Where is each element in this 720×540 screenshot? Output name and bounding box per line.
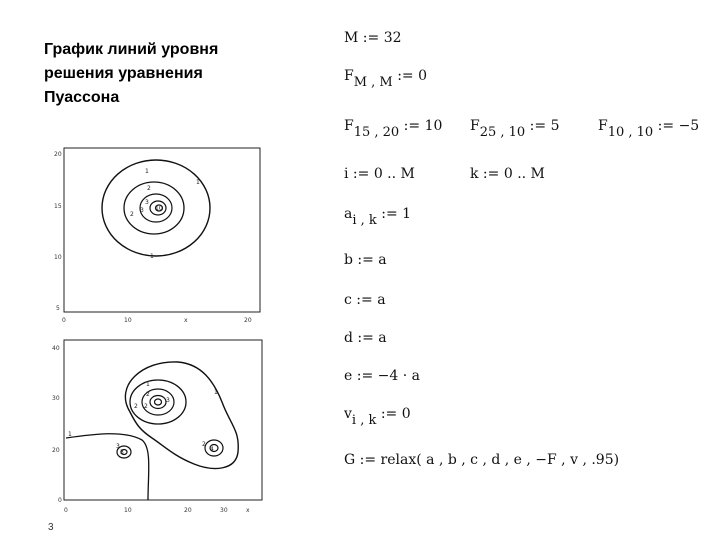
a-subscript: i , k (352, 213, 377, 228)
a-definition (344, 206, 411, 228)
page-number: 3 (48, 522, 54, 533)
x-tick-label: x (184, 317, 188, 324)
f-mm-definition (344, 68, 427, 90)
m-value: 32 (383, 30, 402, 46)
slide-title (44, 38, 284, 110)
title-line-2: решения уравнения (44, 65, 203, 82)
f-value: 10 (424, 118, 443, 134)
y-tick-label: 0 (58, 497, 62, 504)
f-value: 5 (550, 118, 560, 134)
m-name: M (344, 30, 359, 46)
x-tick-label: 10 (124, 507, 132, 514)
x-tick-label: 10 (124, 317, 132, 324)
x-tick-label: 20 (184, 507, 192, 514)
f-subscript: 25 , 10 (479, 125, 526, 140)
f-subscript: 15 , 20 (353, 125, 400, 140)
f-name: F (344, 68, 354, 84)
d-definition: d := a (344, 330, 387, 346)
contour-plot-2-svg (44, 334, 270, 520)
e-definition: e := −4 · a (344, 368, 420, 384)
contour-label: 2 (144, 403, 148, 410)
contour-label: 4 (210, 446, 214, 453)
contour-label: 1 (145, 168, 149, 175)
contour-label: 2 (202, 441, 206, 448)
v-subscript: i , k (351, 413, 377, 428)
contour-line (150, 396, 166, 409)
y-tick-label: 20 (52, 447, 60, 454)
title-line-3: Пуассона (44, 89, 120, 106)
a-value: 1 (402, 206, 412, 222)
y-tick-label: 15 (54, 203, 62, 210)
y-tick-label: 40 (52, 345, 60, 352)
contour-line (124, 182, 184, 234)
f-name: F (470, 118, 480, 134)
x-tick-label: 0 (62, 317, 66, 324)
contour-label: 3 (145, 199, 149, 206)
contour-label: 2 (147, 185, 151, 192)
f-subscript: M , M (353, 75, 393, 90)
k-range-definition: k := 0 .. M (470, 166, 545, 182)
f-value: 0 (418, 68, 428, 84)
contour-label: 3 (120, 449, 124, 456)
contour-label: 3 (140, 207, 144, 214)
b-definition: b := a (344, 252, 387, 268)
x-tick-label: 0 (64, 507, 68, 514)
assign-op: := (403, 118, 421, 134)
contour-label: 3 (116, 443, 120, 450)
contour-label: 1 (150, 253, 154, 260)
f-15-20-definition (344, 118, 442, 140)
y-tick-label: 30 (52, 395, 60, 402)
contour-label: 2 (134, 403, 138, 410)
a-name: a (344, 206, 353, 222)
v-definition (344, 406, 411, 428)
v-name: v (344, 406, 352, 422)
f-value: −5 (678, 118, 700, 134)
f-25-10-definition (470, 118, 559, 140)
contour-plot-1 (44, 144, 266, 330)
contour-label: 1 (196, 179, 200, 186)
y-tick-label: 10 (54, 254, 62, 261)
assign-op: := (397, 68, 414, 84)
contour-label: 1 (146, 381, 150, 388)
plot-frame (64, 340, 262, 500)
title-line-1: График линий уровня (44, 41, 219, 58)
v-value: 0 (401, 406, 411, 422)
contour-label: 2 (146, 391, 150, 398)
assign-op: := (380, 406, 398, 422)
contour-line (205, 440, 223, 456)
c-definition: c := a (344, 292, 386, 308)
assign-op: := (362, 30, 380, 46)
contour-line (155, 399, 162, 405)
x-tick-label: 30 (220, 507, 228, 514)
i-range-definition: i := 0 .. M (344, 166, 415, 182)
contour-label: 1 (68, 431, 72, 438)
x-tick-label: 20 (244, 317, 252, 324)
assign-op: := (381, 206, 398, 222)
contour-label: 10 (155, 205, 163, 212)
plot-frame (64, 148, 260, 312)
contour-line (66, 434, 149, 500)
g-relax-definition: G := relax( a , b , c , d , e , −F , v , .95) (344, 452, 620, 468)
assign-op: := (657, 118, 675, 134)
f-subscript: 10 , 10 (607, 125, 654, 140)
f-name: F (598, 118, 608, 134)
contour-plot-1-svg (44, 144, 266, 330)
contour-line (130, 380, 186, 424)
m-definition (344, 30, 402, 46)
contour-label: 2 (130, 211, 134, 218)
contour-label: 3 (166, 397, 170, 404)
y-tick-label: 5 (56, 305, 60, 312)
y-tick-label: 20 (54, 151, 62, 158)
contour-label: 1 (214, 389, 218, 396)
f-10-10-definition (598, 118, 699, 140)
x-tick-label: x (246, 507, 250, 514)
f-name: F (344, 118, 354, 134)
assign-op: := (529, 118, 547, 134)
contour-plot-2 (44, 334, 270, 520)
